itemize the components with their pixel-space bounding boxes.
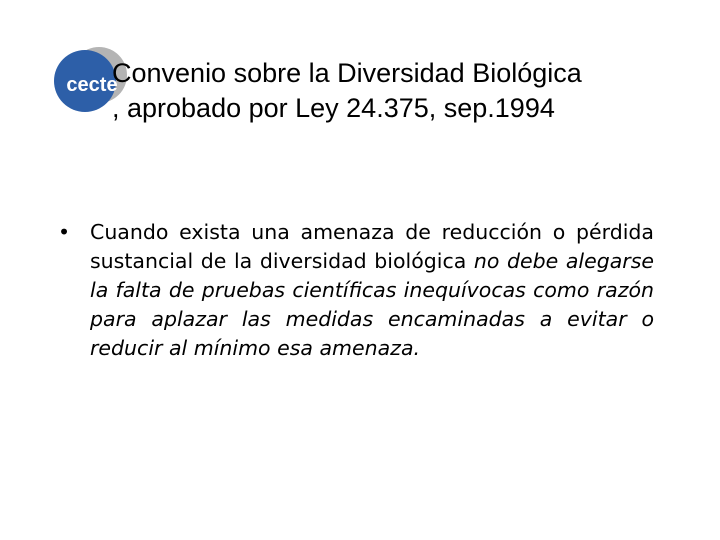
logo-text: cecte — [66, 74, 118, 96]
bullet-text — [90, 218, 654, 363]
bullet-item — [58, 218, 654, 363]
title-line-2: , aprobado por Ley 24.375, sep.1994 — [112, 93, 555, 123]
bullet-text-upright: Cuando exista una amenaza de reducción o pérdida sustancial de la diversidad biológica — [90, 220, 654, 273]
bullet-text-italic: no debe alegarse la falta de pruebas científicas inequívocas como razón para aplazar las medidas encaminadas a evitar o reducir al mínimo esa amenaza. — [90, 249, 655, 360]
bullet-marker: • — [58, 220, 71, 244]
title-line-1: Convenio sobre la Diversidad Biológica — [112, 58, 582, 88]
slide-title — [112, 56, 582, 126]
